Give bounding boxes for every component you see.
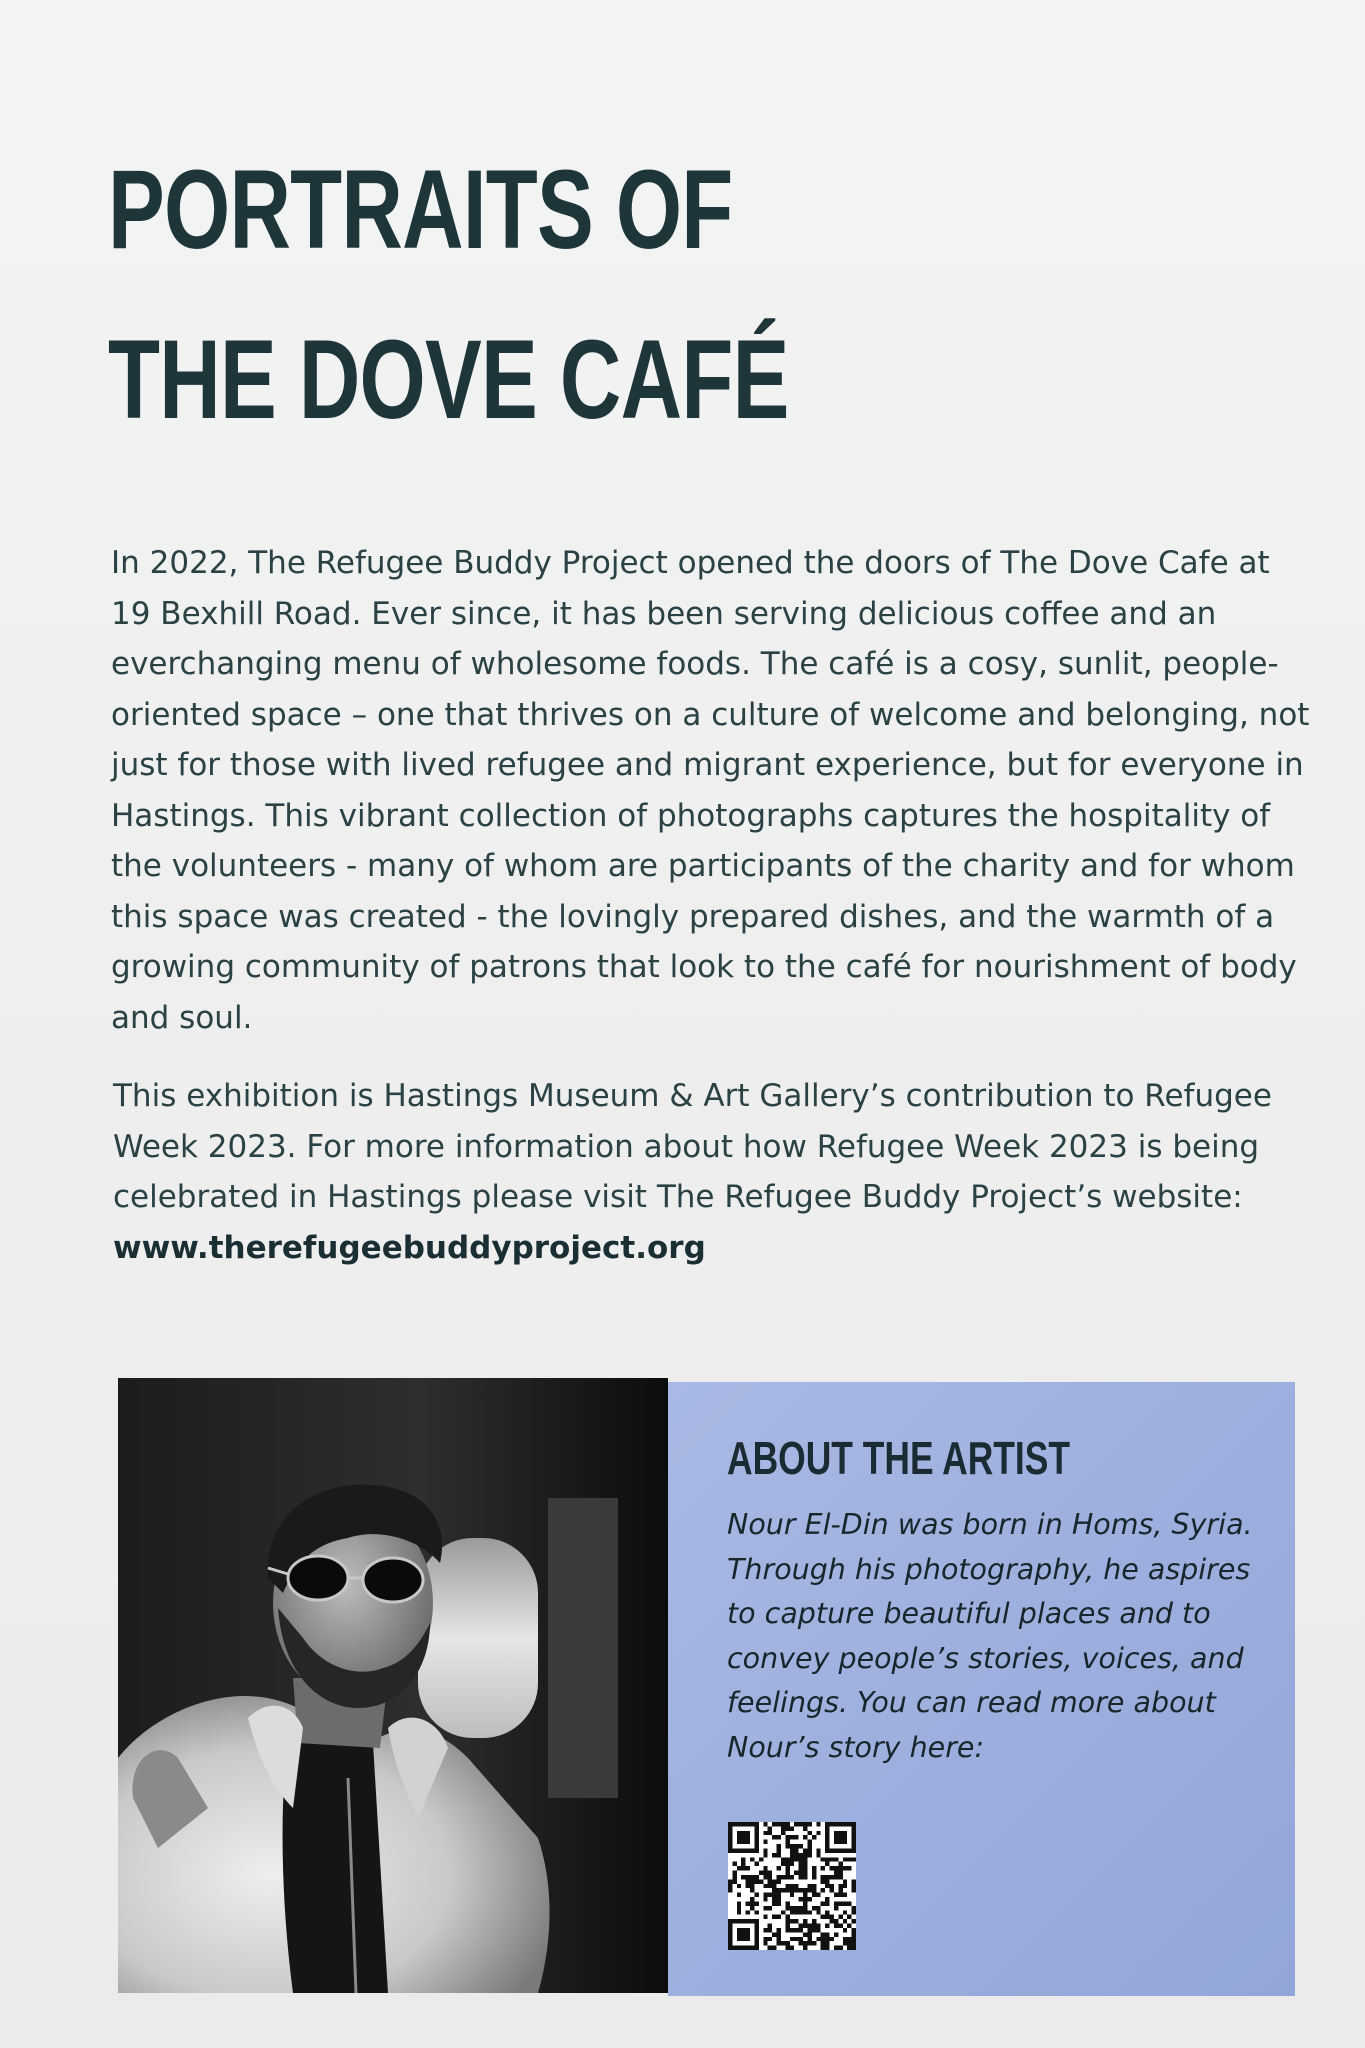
- page-title: [108, 125, 789, 465]
- intro-paragraph: In 2022, The Refugee Buddy Project opened the doors of The Dove Cafe at 19 Bexhill Road. Ever since, it has been serving delicious coffee and an everchanging menu of wholesome foods. The café is a cosy, sunlit, people-oriented space – one that thrives on a culture of welcome and belonging, not just for those with lived refugee and migrant experience, but for everyone in Hastings. This vibrant collection of photographs captures the hospitality of the volunteers - many of whom are participants of the charity and for whom this space was created - the lovingly prepared dishes, and the warmth of a growing community of patrons that look to the café for nourishment of body and soul.: [111, 545, 1310, 1036]
- artist-bio: Nour El-Din was born in Homs, Syria. Through his photography, he aspires to capture beautiful places and to convey people’s stories, voices, and feelings. You can read more about Nour’s story here:: [727, 1508, 1253, 1764]
- about-artist-panel: [668, 1382, 1295, 1996]
- exhibition-text: This exhibition is Hastings Museum & Art Gallery’s contribution to Refugee Week 2023. For more information about how Refugee Week 2023 is being celebrated in Hastings please visit The Refugee Buddy Project’s website:: [113, 1078, 1272, 1215]
- sunglasses-right: [363, 1558, 423, 1602]
- website-link[interactable]: www.therefugeebuddyproject.org: [113, 1229, 706, 1266]
- qr-code[interactable]: [728, 1822, 856, 1950]
- exhibition-paragraph: [113, 1071, 1313, 1273]
- title-line-2: THE DOVE CAFÉ: [108, 317, 789, 442]
- title-line-1: PORTRAITS OF: [108, 147, 733, 272]
- portrait-illustration: [118, 1378, 668, 1993]
- about-artist-heading: ABOUT THE ARTIST: [727, 1432, 1071, 1484]
- artist-portrait-photo: [118, 1378, 668, 1993]
- sunglasses-left: [288, 1556, 348, 1600]
- window-light: [418, 1538, 538, 1738]
